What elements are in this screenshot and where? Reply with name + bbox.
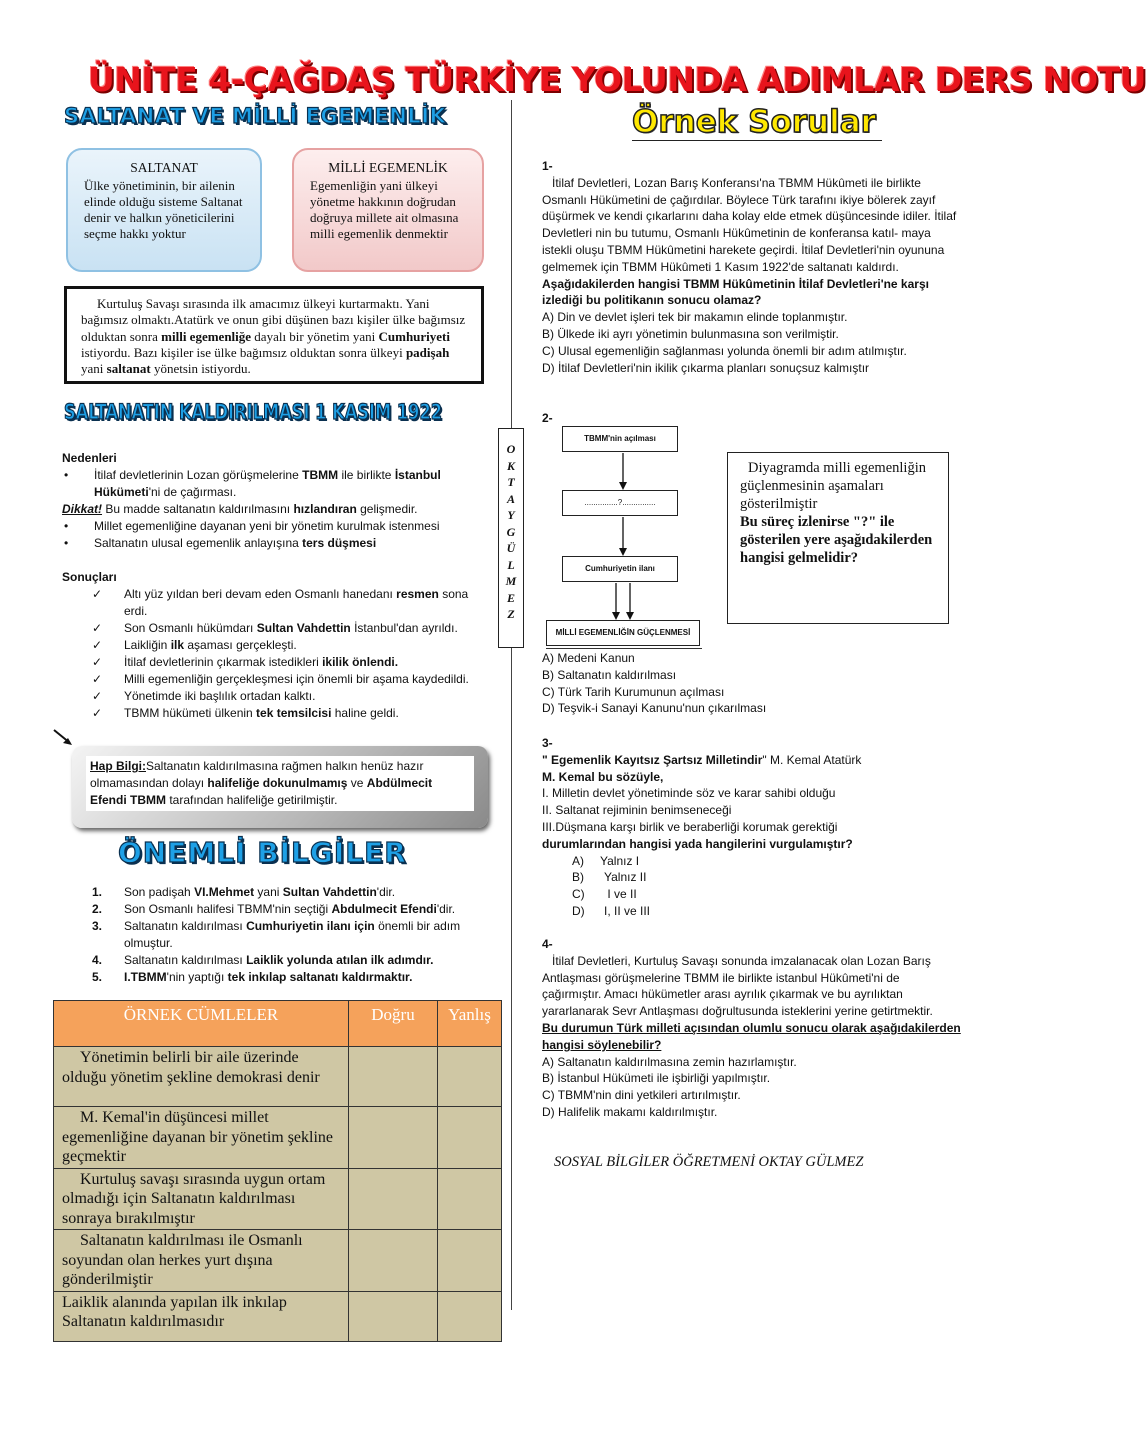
q4-number: 4- <box>542 937 553 951</box>
question-4 <box>542 936 962 1121</box>
card-saltanat <box>66 148 262 272</box>
flow-step-unknown: ...............?............... <box>562 490 678 516</box>
q3-item-3: III.Düşmana karşı birlik ve beraberliği korumak gerektiği <box>542 819 838 834</box>
flow-step-milli-egemenlik: MİLLİ EGEMENLİĞİN GÜÇLENMESİ <box>546 620 700 646</box>
table-cell-dogru[interactable] <box>349 1107 438 1169</box>
q2-option-d[interactable]: D) Teşvik-i Sanayi Kanunu'nun çıkarılması <box>542 701 767 716</box>
onemli-item-4: 4. Saltanatın kaldırılması Laiklik yolunda atılan ilk adımdır. <box>92 953 434 967</box>
table-row <box>54 1047 502 1107</box>
card-saltanat-title: SALTANAT <box>130 160 198 175</box>
flow-arrows <box>546 420 706 650</box>
q1-option-d[interactable]: D) İtilaf Devletleri'nin ikilik çıkarma planları sonuçsuz kalmıştır <box>542 360 870 375</box>
info-text-3: istiyordu. Bazı kişiler ise ülke bağımsız olduktan sonra ülkeyi <box>81 344 406 360</box>
onemli-item-3: 3. Saltanatın kaldırılması Cumhuriyetin ilanı için önemli bir adım olmuştur. <box>92 919 461 950</box>
table-cell-yanlis[interactable] <box>438 1168 502 1230</box>
q1-number: 1- <box>542 159 553 173</box>
bullet-icon: • <box>64 468 69 482</box>
q1-option-c[interactable]: C) Ulusal egemenliğin sağlanması yolunda önemli bir adım atılmıştır. <box>542 343 907 358</box>
bullet-icon: • <box>64 536 69 550</box>
info-bold-padisah: padişah <box>405 344 450 360</box>
onemli-item-5: 5. I.TBMM'nin yaptığı tek inkılap saltanatı kaldırmaktır. <box>92 970 413 984</box>
q3-number: 3- <box>542 736 553 750</box>
table-cell-dogru[interactable] <box>349 1168 438 1230</box>
q3-quote: " Egemenlik Kayıtsız Şartsız Milletindir" M. Kemal Atatürk <box>542 752 862 767</box>
table-cell-sentence: Laiklik alanında yapılan ilk inkılap Saltanatın kaldırılmasıdır <box>54 1291 349 1341</box>
teacher-signature: SOSYAL BİLGİLER ÖĞRETMENİ OKTAY GÜLMEZ <box>554 1154 864 1170</box>
q2-box-question: Bu süreç izlenirse "?" ile gösterilen yere aşağıdakilerden hangisi gelmelidir? <box>740 514 933 566</box>
arrow-pointer-icon <box>52 728 74 752</box>
table-row <box>54 1230 502 1292</box>
table-cell-yanlis[interactable] <box>438 1047 502 1107</box>
q2-option-b[interactable]: B) Saltanatın kaldırılması <box>542 667 677 682</box>
heading-onemli-bilgiler: ÖNEMLİ BİLGİLER <box>118 836 407 869</box>
q3-stem: durumlarından hangisi yada hangilerini vurgulamıştır? <box>542 836 853 851</box>
q2-option-c[interactable]: C) Türk Tarih Kurumunun açılması <box>542 684 725 699</box>
table-header-yanlis: Yanlış <box>438 1001 502 1047</box>
q1-stem: Aşağıdakilerden hangisi TBMM Hükûmetinin İtilaf Devletleri'ne karşı izlediği bu politikanın sonucu olamaz? <box>542 276 929 308</box>
main-title: ÜNİTE 4-ÇAĞDAŞ TÜRKİYE YOLUNDA ADIMLAR DERS NOTU <box>88 60 1146 99</box>
q2-options <box>542 650 960 717</box>
check-icon: ✓ <box>92 638 103 652</box>
info-bold-saltanat: saltanat <box>106 361 151 377</box>
table-cell-sentence: Saltanatın kaldırılması ile Osmanlı soyundan olan herkes yurt dışına gönderilmiştir <box>54 1230 349 1292</box>
info-box <box>64 286 484 384</box>
dikkat-note: Dikkat! Bu madde saltanatın kaldırılmasını hızlandıran gelişmedir. <box>62 502 418 516</box>
card-saltanat-text: Ülke yönetiminin, bir ailenin elinde olduğu sisteme Saltanat denir ve halkın yöneticilerini seçme hakkı yoktur <box>84 178 243 241</box>
q3-option-d[interactable]: D) I, II ve III <box>572 903 651 918</box>
table-cell-sentence: M. Kemal'in düşüncesi millet egemenliğine dayanan bir yönetim şekline geçmektir <box>54 1107 349 1169</box>
info-text-1: Kurtuluş Savaşı sırasında ilk amacımız ülkeyi kurtarmaktı. Yani bağımsız olmaktı.Atatürk ve onun gibi düşünen bazı kişiler ülke bağımsız olduktan sonra <box>81 296 466 344</box>
q2-box-text: Diyagramda milli egemenliğin güçlenmesinin aşamaları gösterilmiştir <box>740 460 926 512</box>
table-header-cumleler: ÖRNEK CÜMLELER <box>54 1001 349 1047</box>
q4-option-b[interactable]: B) İstanbul Hükümeti ile işbirliği yapılmıştır. <box>542 1071 771 1086</box>
onemli-item-1: 1. Son padişah VI.Mehmet yani Sultan Vahdettin'dir. <box>92 885 396 899</box>
q3-option-b[interactable]: B) Yalnız II <box>572 870 647 885</box>
table-cell-sentence: Yönetimin belirli bir aile üzerinde olduğu yönetim şekline demokrasi denir <box>54 1047 349 1107</box>
heading-saltanatin-kaldirilmasi: SALTANATIN KALDIRILMASI 1 KASIM 1922 <box>64 400 443 424</box>
onemli-list <box>64 884 484 986</box>
sonuc-item-5: ✓ Milli egemenliğin gerçekleşmesi için önemli bir aşama kaydedildi. <box>92 672 469 686</box>
table-cell-dogru[interactable] <box>349 1291 438 1341</box>
sonuc-item-4: ✓ İtilaf devletlerinin çıkarmak istedikleri ikilik önlendi. <box>92 655 399 669</box>
q4-stem: Bu durumun Türk milleti açısından olumlu sonucu olarak aşağıdakilerden hangisi söylenebilir? <box>542 1020 961 1052</box>
info-text-4: yani <box>81 361 107 377</box>
table-cell-sentence: Kurtuluş savaşı sırasında uygun ortam olmadığı için Saltanatın kaldırılması sonraya bırakılmıştır <box>54 1168 349 1230</box>
ornek-cumleler-table <box>53 1000 502 1342</box>
table-cell-dogru[interactable] <box>349 1047 438 1107</box>
q3-item-1: I. Milletin devlet yönetiminde söz ve karar sahibi olduğu <box>542 786 836 801</box>
sonuc-item-2: ✓ Son Osmanlı hükümdarı Sultan Vahdettin İstanbul'dan ayrıldı. <box>92 621 458 635</box>
q1-option-a[interactable]: A) Din ve devlet işleri tek bir makamın elinde toplanmıştır. <box>542 310 848 325</box>
sonuclar-title: Sonuçları <box>62 570 117 584</box>
hap-bilgi-text: Hap Bilgi:Saltanatın kaldırılmasına rağmen halkın henüz hazır olmamasından dolayı halifeliğe dokunulmamış ve Abdülmecit Efendi TBMM tarafından halifeliğe getirilmiştir. <box>86 756 474 811</box>
q4-option-a[interactable]: A) Saltanatın kaldırılmasına zemin hazırlamıştır. <box>542 1054 797 1069</box>
sonuc-item-1: ✓ Altı yüz yıldan beri devam eden Osmanlı hanedanı resmen sona erdi. <box>92 587 469 618</box>
flow-step-tbmm: TBMM'nin açılması <box>562 426 678 452</box>
sonuc-item-7: ✓ TBMM hükümeti ülkenin tek temsilcisi haline geldi. <box>92 706 399 720</box>
q2-prompt-box <box>727 452 949 624</box>
flow-step-cumhuriyet: Cumhuriyetin ilanı <box>562 556 678 582</box>
table-cell-dogru[interactable] <box>349 1230 438 1292</box>
check-icon: ✓ <box>92 689 103 703</box>
table-cell-yanlis[interactable] <box>438 1291 502 1341</box>
q3-item-2: II. Saltanat rejiminin benimseneceği <box>542 803 732 818</box>
table-row <box>54 1291 502 1341</box>
info-text-2: dayalı bir yönetim yani <box>251 328 379 344</box>
question-3 <box>542 735 960 920</box>
info-bold-cumhuriyet: Cumhuriyeti <box>378 328 450 344</box>
card-milli-text: Egemenliğin yani ülkeyi yönetme hakkının doğrudan doğruya millete ait olmasına milli egemenlik denmektir <box>310 178 459 241</box>
check-icon: ✓ <box>92 706 103 720</box>
q3-option-c[interactable]: C) I ve II <box>572 887 637 902</box>
neden-item-3: • Saltanatın ulusal egemenlik anlayışına ters düşmesi <box>64 536 377 550</box>
neden-item-2: • Millet egemenliğine dayanan yeni bir yönetim kurulmak istenmesi <box>64 519 440 533</box>
info-bold-milli: milli egemenliğe <box>161 328 252 344</box>
heading-saltanat-milli-egemenlik: SALTANAT VE MİLLİ EGEMENLİK <box>64 104 447 128</box>
question-1 <box>542 158 960 376</box>
sonuc-item-6: ✓ Yönetimde iki başlılık ortadan kalktı. <box>92 689 316 703</box>
card-milli-title: MİLLİ EGEMENLİK <box>328 160 448 175</box>
q1-option-b[interactable]: B) Ülkede iki ayrı yönetimin bulunmasına son verilmiştir. <box>542 326 839 341</box>
info-text-5: yönetsin istiyordu. <box>150 361 251 377</box>
neden-item-1: • İtilaf devletlerinin Lozan görüşmelerine TBMM ile birlikte İstanbul Hükümeti'ni de çağırması. <box>64 468 441 499</box>
check-icon: ✓ <box>92 587 103 601</box>
check-icon: ✓ <box>92 655 103 669</box>
check-icon: ✓ <box>92 621 103 635</box>
card-milli-egemenlik <box>292 148 484 272</box>
nedenler-title: Nedenleri <box>62 451 117 465</box>
q2-number: 2- <box>542 411 553 425</box>
table-row <box>54 1168 502 1230</box>
table-row <box>54 1107 502 1169</box>
q4-option-d[interactable]: D) Halifelik makamı kaldırılmıştır. <box>542 1104 718 1119</box>
sonuc-item-3: ✓ Laikliğin ilk aşaması gerçekleşti. <box>92 638 297 652</box>
q1-body: İtilaf Devletleri, Lozan Barış Konferansı'na TBMM Hükûmeti ile birlikte Osmanlı Hükümetini de çağırdılar. Böylece Türk tarafını ikiye bölerek zayıf düşürmek ve kendi çıkarlarını daha kolay elde etmek düşüncesinde idiler. İtilaf Devletleri nin bu tutumu, Osmanlı Hükûmetinin de konferansa katıl- maya istekli oluşu TBMM Hükûmetini harekete geçirdi. İtilaf Devletleri'nin oyununa gelmemek için TBMM Hükûmeti 1 Kasım 1922'de saltanatı kaldırdı. <box>542 175 957 274</box>
bullet-icon: • <box>64 519 69 533</box>
nedenler-section <box>62 450 492 722</box>
hap-bilgi-box <box>72 746 488 828</box>
column-divider <box>511 100 512 1310</box>
check-icon: ✓ <box>92 672 103 686</box>
q4-body: İtilaf Devletleri, Kurtuluş Savaşı sonunda imzalanacak olan Lozan Barış Antlaşması görüşmelerine TBMM ile birlikte istanbul Hükûmeti'ni de çağırmıştır. Amacı hükümetler arası ayrılık çıkarmak ve bu ayrılıktan yararlanarak Sevr Antlaşması doğrultusunda isteklerini yerine getirtmektir. <box>542 953 933 1019</box>
heading-ornek-sorular: Örnek Sorular <box>632 104 882 141</box>
table-header-dogru: Doğru <box>349 1001 438 1047</box>
onemli-item-2: 2. Son Osmanlı halifesi TBMM'nin seçtiği Abdulmecit Efendi'dir. <box>92 902 456 916</box>
table-cell-yanlis[interactable] <box>438 1230 502 1292</box>
table-header-row <box>54 1001 502 1047</box>
q3-option-a[interactable]: A) Yalnız I <box>572 853 640 868</box>
q4-option-c[interactable]: C) TBMM'nin dini yetkileri artırılmıştır. <box>542 1088 741 1103</box>
q2-option-a[interactable]: A) Medeni Kanun <box>542 651 635 665</box>
table-cell-yanlis[interactable] <box>438 1107 502 1169</box>
vertical-name-box: O K T A Y G Ü L M E Z <box>498 428 524 648</box>
q3-lead: M. Kemal bu sözüyle, <box>542 769 664 784</box>
